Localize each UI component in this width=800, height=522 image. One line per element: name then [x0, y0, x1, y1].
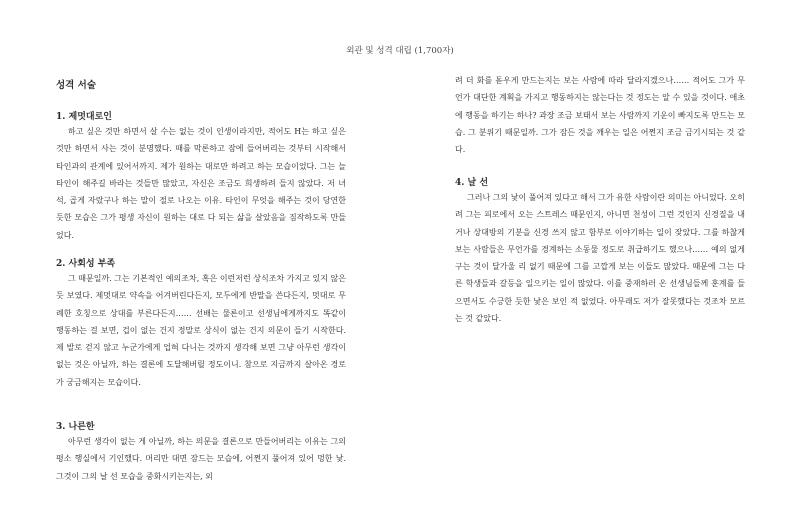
trait-body-languid: 아무런 생각이 없는 게 아닐까, 하는 의문을 결론으로 만들어버리는 이유는 그의 평소 행실에서 기인했다. 머리만 대면 잠드는 모습에, 어쩐지 풀어져 있어 멍한 낯. 그것이 그의 날 선 모습을 중화시키는지는, 외 — [56, 437, 349, 481]
trait-title-languid: 3. 나른한 — [56, 422, 95, 432]
trait-body-social: 그 때문일까. 그는 기본적인 예의조차, 혹은 이런저런 상식조차 가지고 있지 않은 듯 보였다. 제멋대로 약속을 어겨버린다든지, 모두에게 반말을 쓴다든지, 멋대로 무례한 호칭으로 상대를 부른다든지…… 선배는 물론이고 선생님에게까지도 똑같이 행동하는 걸 보면, 겁이 없는 건지 정말로 상식이 없는 건지 의문이 들기 시작한다. 제 발로 걷지 않고 누군가에게 업혀 다니는 것까지 생각해 보면 그냥 아무런 생각이 없는 것은 아닐까, 하는 결론에 도달해버릴 정도이니. 참으로 지금까지 살아온 경로가 궁금해지는 모습이다. — [56, 274, 349, 387]
trait-body-sharp: 그러나 그의 낯이 풀어져 있다고 해서 그가 유한 사람이란 의미는 아니었다. 오히려 그는 피로에서 오는 스트레스 때문인지, 아니면 천성이 그런 것인지 신경질을 내거나 상대방의 기분을 신경 쓰지 않고 함부로 이야기하는 일이 잦았다. 그를 하찮게 보는 사람들은 무언가를 경계하는 소동물 정도로 취급하기도 했으나…… 예의 없게 구는 것이 달가울 리 없기 때문에 그를 고깝게 보는 이들도 많았다. 때문에 그는 다른 학생들과 갈등을 일으키는 일이 많았다. 이를 중재하러 온 선생님들께 훈계를 들으면서도 수긍한 듯한 낯은 보인 적 없었다. 아무래도 저가 잘못했다는 것조차 모르는 것 같았다. — [455, 193, 748, 324]
document-header: 외관 및 성격 대립 (1,700자) — [346, 46, 454, 56]
section-heading: 성격 서술 — [56, 80, 97, 91]
trait-body-selfish: 하고 싶은 것만 하면서 살 수는 없는 것이 인생이라지만, 적어도 H는 하고 싶은 것만 하면서 사는 것이 분명했다. 때를 막론하고 잠에 들어버리는 것부터 시작해서 타인과의 관계에 있어서까지. 제가 원하는 대로만 하려고 하는 모습이었다. 그는 늘 타인이 해주길 바라는 것들만 많았고, 자신은 조금도 희생하려 들지 않았다. 저 녀석, 곱게 자랐구나 하는 말이 절로 나오는 이유. 타인이 무엇을 해주는 것이 당연한 듯한 모습은 그가 평생 자신이 원하는 대로 다 되는 삶을 살았음을 짐작하도록 만들었다. — [56, 127, 349, 240]
trait-body-languid-continued: 려 더 화를 돋우게 만드는지는 보는 사람에 따라 달라지겠으나…… 적어도 그가 무언가 대단한 계획을 가지고 행동하지는 않는다는 것 정도는 알 수 있을 것이다. 애초에 행동을 하기는 하나? 과장 조금 보태서 보는 사람까지 기운이 빠지도록 만드는 모습. 그 분위기 때문일까. 그가 잠든 것을 깨우는 일은 어쩐지 조금 금기시되는 것 같다. — [455, 76, 745, 155]
trait-title-sharp: 4. 날 선 — [455, 178, 489, 188]
trait-title-selfish: 1. 제멋대로인 — [56, 112, 112, 122]
trait-title-social: 2. 사회성 부족 — [56, 259, 116, 269]
